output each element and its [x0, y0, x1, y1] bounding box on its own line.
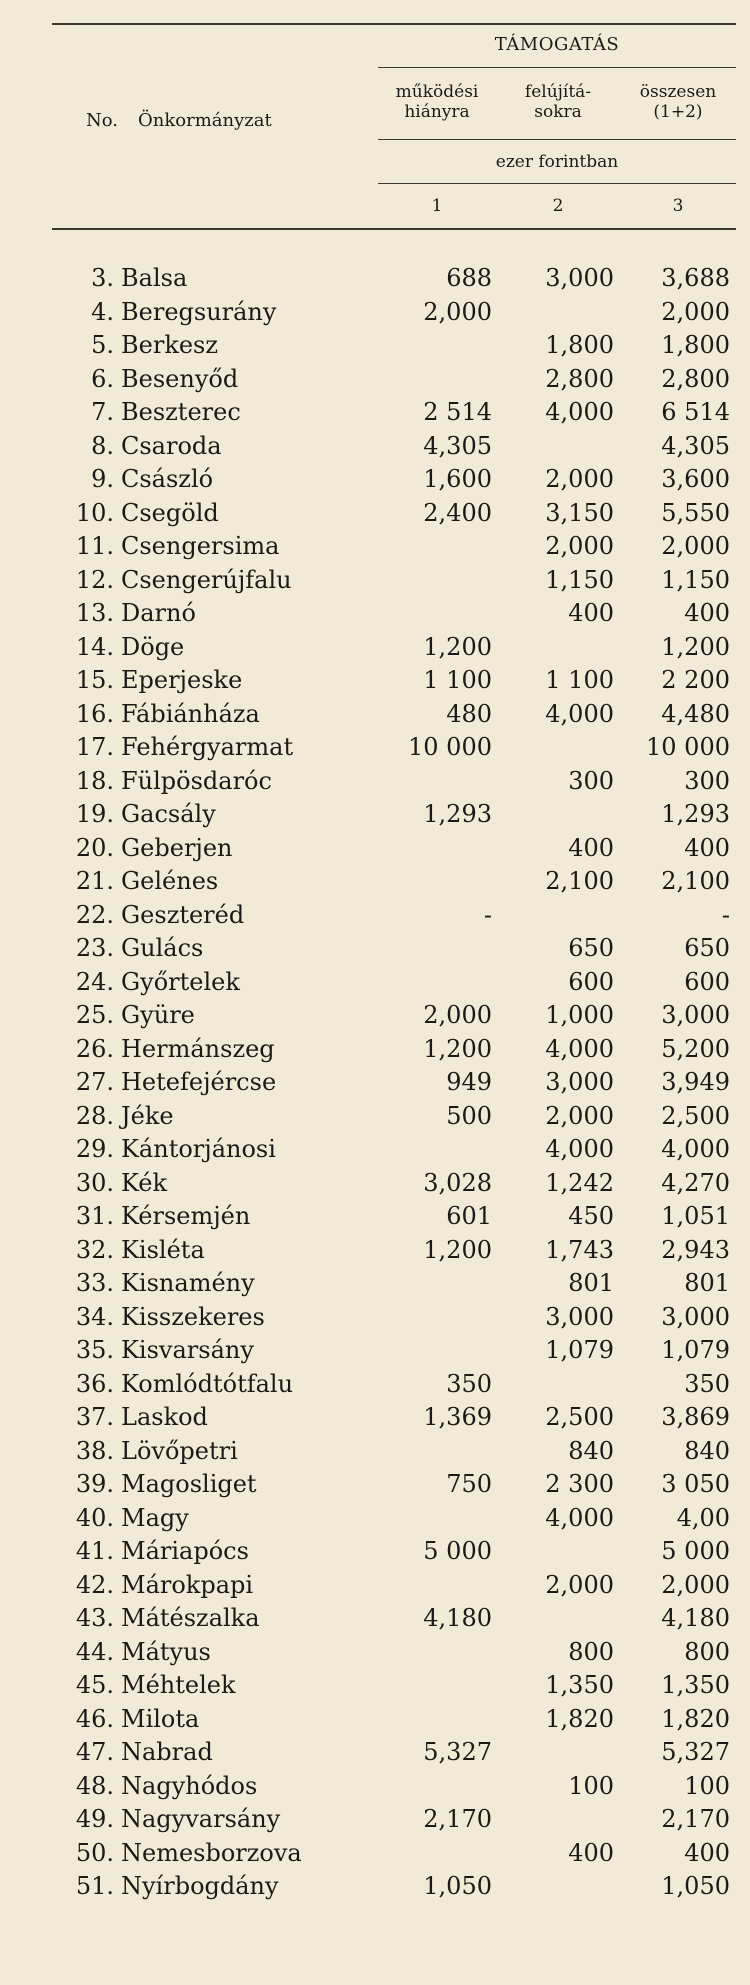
operating-deficit-value: 750 — [446, 1470, 492, 1498]
municipality-name: Magosliget — [121, 1470, 257, 1498]
municipality-name: Győrtelek — [121, 967, 240, 996]
table-row — [0, 1468, 750, 1502]
row-number: 28. — [75, 1101, 114, 1130]
total-value: 800 — [684, 1637, 730, 1666]
col1-heading-line2: hiányra — [404, 102, 470, 122]
table-row — [0, 1301, 750, 1335]
renovation-value: 840 — [568, 1436, 614, 1465]
municipality-name: Kisvarsány — [121, 1336, 254, 1364]
municipality-name: Beregsurány — [121, 297, 277, 326]
operating-deficit-value: 3,028 — [423, 1168, 492, 1197]
operating-deficit-value: 2,000 — [423, 297, 492, 326]
row-number: 42. — [75, 1570, 114, 1599]
row-number: 51. — [75, 1872, 114, 1900]
total-value: 10 000 — [646, 733, 730, 761]
table-row — [0, 999, 750, 1033]
operating-deficit-value: 1,369 — [423, 1403, 492, 1431]
municipality-name: Fülpösdaróc — [121, 766, 272, 795]
column-number-rule — [378, 183, 736, 184]
total-value: 5,550 — [661, 498, 730, 527]
table-row — [0, 396, 750, 430]
table-row — [0, 1435, 750, 1469]
total-value: 100 — [684, 1771, 730, 1800]
municipality-name: Császló — [121, 465, 214, 493]
table-row — [0, 497, 750, 531]
municipality-name: Magy — [121, 1503, 189, 1532]
operating-deficit-value: 949 — [446, 1068, 492, 1096]
row-number: 17. — [75, 733, 114, 761]
municipality-name: Geszteréd — [121, 900, 245, 929]
total-value: 3,869 — [661, 1403, 730, 1431]
municipality-name: Eperjeske — [121, 666, 243, 694]
operating-deficit-value: 1,050 — [423, 1872, 492, 1900]
table-row — [0, 1636, 750, 1670]
column-number-1: 1 — [431, 196, 443, 216]
municipality-name: Kántorjánosi — [121, 1135, 276, 1163]
renovation-value: 100 — [568, 1771, 614, 1800]
operating-deficit-value: 1,200 — [423, 1034, 492, 1063]
renovation-value: 300 — [568, 766, 614, 795]
support-group-heading: TÁMOGATÁS — [494, 34, 620, 55]
table-row — [0, 430, 750, 464]
municipality-name: Mátyus — [121, 1637, 211, 1666]
operating-deficit-value: 1,293 — [423, 800, 492, 828]
total-value: 2,170 — [661, 1805, 730, 1833]
municipality-name: Hermánszeg — [121, 1034, 275, 1063]
operating-deficit-value: 5,327 — [423, 1738, 492, 1766]
total-value: 4,305 — [661, 431, 730, 460]
renovation-value: 2,500 — [545, 1403, 614, 1431]
col3-heading-line2: (1+2) — [653, 102, 703, 122]
municipality-name: Döge — [121, 632, 185, 661]
municipality-name: Fehérgyarmat — [121, 733, 294, 761]
total-value: 3,688 — [661, 264, 730, 292]
operating-deficit-value: 4,180 — [423, 1604, 492, 1632]
table-row — [0, 798, 750, 832]
table-row — [0, 1736, 750, 1770]
total-value: 1,293 — [661, 800, 730, 828]
table-row — [0, 1669, 750, 1703]
row-number: 21. — [75, 867, 114, 895]
total-value: 5,327 — [661, 1738, 730, 1766]
total-value: 2,800 — [661, 364, 730, 393]
renovation-value: 4,000 — [545, 398, 614, 426]
row-number: 50. — [75, 1838, 114, 1867]
table-row — [0, 1033, 750, 1067]
renovation-value: 1,150 — [545, 565, 614, 594]
row-number: 13. — [75, 599, 114, 627]
operating-deficit-value: 2 514 — [423, 398, 492, 426]
total-value: 650 — [684, 934, 730, 962]
operating-deficit-value: 10 000 — [408, 733, 492, 761]
renovation-value: 3,000 — [545, 1068, 614, 1096]
row-number: 7. — [91, 398, 114, 426]
row-number: 4. — [91, 297, 114, 326]
row-number: 31. — [75, 1202, 114, 1230]
total-value: 1,051 — [661, 1202, 730, 1230]
row-number: 25. — [75, 1001, 114, 1029]
municipality-name: Kérsemjén — [121, 1202, 251, 1230]
table-row — [0, 1502, 750, 1536]
municipality-name: Méhtelek — [121, 1671, 236, 1699]
municipality-name: Darnó — [121, 599, 196, 627]
total-value: 3,000 — [661, 1302, 730, 1331]
total-value: 2,000 — [661, 532, 730, 560]
total-value: 5,200 — [661, 1034, 730, 1063]
municipality-name: Milota — [121, 1704, 200, 1733]
total-value: 4,00 — [676, 1503, 730, 1532]
table-row — [0, 731, 750, 765]
row-number: 47. — [75, 1738, 114, 1766]
renovation-value: 3,000 — [545, 1302, 614, 1331]
municipality-name: Fábiánháza — [121, 699, 260, 728]
row-number: 43. — [75, 1604, 114, 1632]
row-number: 41. — [75, 1537, 114, 1565]
table-row — [0, 631, 750, 665]
municipality-name: Máriapócs — [121, 1537, 249, 1565]
municipality-name: Beszterec — [121, 398, 241, 426]
col3-heading — [620, 82, 736, 122]
renovation-value: 4,000 — [545, 1034, 614, 1063]
table-row — [0, 899, 750, 933]
row-number: 35. — [75, 1336, 114, 1364]
renovation-value: 3,150 — [545, 498, 614, 527]
municipality-name: Berkesz — [121, 331, 219, 359]
renovation-value: 1,820 — [545, 1704, 614, 1733]
municipality-name: Kék — [121, 1168, 168, 1197]
operating-deficit-value: 1,200 — [423, 632, 492, 661]
row-number: 15. — [75, 666, 114, 694]
table-row — [0, 1703, 750, 1737]
municipality-name: Nabrad — [121, 1738, 213, 1766]
total-value: 1,079 — [661, 1336, 730, 1364]
row-number: 33. — [75, 1269, 114, 1297]
municipality-name: Csengerújfalu — [121, 565, 292, 594]
top-rule — [52, 23, 736, 25]
total-value: 2,000 — [661, 297, 730, 326]
operating-deficit-value: 2,170 — [423, 1805, 492, 1833]
table-row — [0, 1234, 750, 1268]
row-number: 40. — [75, 1503, 114, 1532]
table-row — [0, 664, 750, 698]
total-value: 1,050 — [661, 1872, 730, 1900]
municipality-name: Kisnamény — [121, 1269, 255, 1297]
municipality-name: Csegöld — [121, 498, 219, 527]
row-number: 45. — [75, 1671, 114, 1699]
renovation-value: 450 — [568, 1202, 614, 1230]
total-value: 1,150 — [661, 565, 730, 594]
operating-deficit-value: 1 100 — [423, 666, 492, 694]
total-value: 5 000 — [661, 1537, 730, 1565]
municipality-name: Nagyvarsány — [121, 1805, 281, 1833]
renovation-value: 400 — [568, 833, 614, 862]
row-number: 48. — [75, 1771, 114, 1800]
table-row — [0, 1803, 750, 1837]
row-number: 34. — [75, 1302, 114, 1331]
total-value: 3,600 — [661, 465, 730, 493]
total-value: 3 050 — [661, 1470, 730, 1498]
renovation-value: 4,000 — [545, 699, 614, 728]
renovation-value: 801 — [568, 1269, 614, 1297]
renovation-value: 1,800 — [545, 331, 614, 359]
row-number: 9. — [91, 465, 114, 493]
renovation-value: 1,350 — [545, 1671, 614, 1699]
col2-heading-line2: sokra — [534, 102, 582, 122]
table-row — [0, 1602, 750, 1636]
table-row — [0, 1569, 750, 1603]
municipality-name: Jéke — [121, 1101, 174, 1130]
total-value: 3,949 — [661, 1068, 730, 1096]
renovation-value: 2,100 — [545, 867, 614, 895]
table-row — [0, 296, 750, 330]
operating-deficit-value: 2,000 — [423, 1001, 492, 1029]
row-number: 38. — [75, 1436, 114, 1465]
municipality-name: Geberjen — [121, 833, 233, 862]
renovation-value: 1 100 — [545, 666, 614, 694]
renovation-value: 3,000 — [545, 264, 614, 292]
row-number: 49. — [75, 1805, 114, 1833]
total-value: 350 — [684, 1369, 730, 1398]
operating-deficit-value: 350 — [446, 1369, 492, 1398]
row-number: 26. — [75, 1034, 114, 1063]
operating-deficit-value: 4,305 — [423, 431, 492, 460]
municipality-name: Komlódtótfalu — [121, 1369, 294, 1398]
total-value: 2,943 — [661, 1235, 730, 1264]
unit-label: ezer forintban — [495, 152, 619, 172]
table-row — [0, 698, 750, 732]
operating-deficit-value: 688 — [446, 264, 492, 292]
municipality-table-body — [0, 262, 750, 1904]
row-number: 24. — [75, 967, 114, 996]
row-number: 5. — [91, 331, 114, 359]
municipality-name: Nyírbogdány — [121, 1872, 279, 1900]
renovation-value: 2,000 — [545, 1101, 614, 1130]
row-number: 12. — [75, 565, 114, 594]
renovation-value: 2,000 — [545, 532, 614, 560]
total-value: 400 — [684, 599, 730, 627]
total-value: 600 — [684, 967, 730, 996]
renovation-value: 4,000 — [545, 1135, 614, 1163]
table-row — [0, 1267, 750, 1301]
renovation-value: 2,000 — [545, 465, 614, 493]
row-number: 19. — [75, 800, 114, 828]
row-number: 32. — [75, 1235, 114, 1264]
row-number: 6. — [91, 364, 114, 393]
renovation-value: 1,000 — [545, 1001, 614, 1029]
municipality-name: Kisléta — [121, 1235, 205, 1264]
total-value: 840 — [684, 1436, 730, 1465]
municipality-name: Gulács — [121, 934, 204, 962]
no-heading: No. — [86, 110, 118, 131]
row-number: 27. — [75, 1068, 114, 1096]
total-value: 6 514 — [661, 398, 730, 426]
row-number: 44. — [75, 1637, 114, 1666]
operating-deficit-value: 500 — [446, 1101, 492, 1130]
total-value: 4,480 — [661, 699, 730, 728]
table-row — [0, 564, 750, 598]
table-row — [0, 1133, 750, 1167]
row-number: 36. — [75, 1369, 114, 1398]
row-number: 20. — [75, 833, 114, 862]
table-row — [0, 765, 750, 799]
municipality-name: Gelénes — [121, 867, 219, 895]
renovation-value: 1,743 — [545, 1235, 614, 1264]
col2-heading — [500, 82, 616, 122]
table-row — [0, 1167, 750, 1201]
total-value: 2,000 — [661, 1570, 730, 1599]
col1-heading-line1: működési — [395, 82, 479, 102]
renovation-value: 800 — [568, 1637, 614, 1666]
total-value: 400 — [684, 1838, 730, 1867]
table-row — [0, 1066, 750, 1100]
row-number: 14. — [75, 632, 114, 661]
municipality-name: Hetefejércse — [121, 1068, 277, 1096]
municipality-heading: Önkormányzat — [138, 110, 272, 131]
operating-deficit-value: - — [483, 900, 492, 929]
row-number: 23. — [75, 934, 114, 962]
municipality-name: Kisszekeres — [121, 1302, 265, 1331]
row-number: 10. — [75, 498, 114, 527]
operating-deficit-value: 2,400 — [423, 498, 492, 527]
operating-deficit-value: 1,200 — [423, 1235, 492, 1264]
table-row — [0, 1870, 750, 1904]
table-row — [0, 1401, 750, 1435]
table-row — [0, 1535, 750, 1569]
municipality-name: Laskod — [121, 1403, 208, 1431]
operating-deficit-value: 601 — [446, 1202, 492, 1230]
group-rule — [378, 67, 736, 68]
total-value: 4,000 — [661, 1135, 730, 1163]
total-value: 801 — [684, 1269, 730, 1297]
table-row — [0, 1100, 750, 1134]
municipality-name: Csaroda — [121, 431, 222, 460]
municipality-name: Gyüre — [121, 1001, 195, 1029]
row-number: 8. — [91, 431, 114, 460]
renovation-value: 2 300 — [545, 1470, 614, 1498]
renovation-value: 2,000 — [545, 1570, 614, 1599]
total-value: 4,180 — [661, 1604, 730, 1632]
municipality-name: Lövőpetri — [121, 1436, 238, 1465]
municipality-name: Balsa — [121, 264, 188, 292]
municipality-name: Nemesborzova — [121, 1838, 302, 1867]
row-number: 30. — [75, 1168, 114, 1197]
total-value: 1,800 — [661, 331, 730, 359]
table-row — [0, 363, 750, 397]
table-row — [0, 1200, 750, 1234]
column-number-2: 2 — [552, 196, 564, 216]
table-row — [0, 530, 750, 564]
row-number: 37. — [75, 1403, 114, 1431]
renovation-value: 1,242 — [545, 1168, 614, 1197]
total-value: 3,000 — [661, 1001, 730, 1029]
row-number: 16. — [75, 699, 114, 728]
table-row — [0, 262, 750, 296]
row-number: 22. — [75, 900, 114, 929]
row-number: 39. — [75, 1470, 114, 1498]
row-number: 29. — [75, 1135, 114, 1163]
renovation-value: 1,079 — [545, 1336, 614, 1364]
total-value: 1,820 — [661, 1704, 730, 1733]
col3-heading-line1: összesen — [639, 82, 717, 102]
row-number: 18. — [75, 766, 114, 795]
table-row — [0, 329, 750, 363]
total-value: 2 200 — [661, 666, 730, 694]
operating-deficit-value: 1,600 — [423, 465, 492, 493]
table-row — [0, 1368, 750, 1402]
table-row — [0, 1837, 750, 1871]
municipality-name: Gacsály — [121, 800, 216, 828]
renovation-value: 600 — [568, 967, 614, 996]
col2-heading-line1: felújítá- — [524, 82, 592, 102]
column-number-3: 3 — [672, 196, 684, 216]
renovation-value: 400 — [568, 599, 614, 627]
total-value: 1,200 — [661, 632, 730, 661]
renovation-value: 650 — [568, 934, 614, 962]
header-bottom-rule — [52, 228, 736, 230]
municipality-name: Mátészalka — [121, 1604, 260, 1632]
table-row — [0, 463, 750, 497]
total-value: 1,350 — [661, 1671, 730, 1699]
total-value: 400 — [684, 833, 730, 862]
municipality-name: Besenyőd — [121, 364, 239, 393]
total-value: 2,100 — [661, 867, 730, 895]
row-number: 11. — [75, 532, 114, 560]
municipality-name: Csengersima — [121, 532, 280, 560]
table-row — [0, 1770, 750, 1804]
table-row — [0, 865, 750, 899]
table-row — [0, 832, 750, 866]
total-value: 2,500 — [661, 1101, 730, 1130]
table-row — [0, 597, 750, 631]
col1-heading — [382, 82, 492, 122]
total-value: 4,270 — [661, 1168, 730, 1197]
unit-rule — [378, 139, 736, 140]
operating-deficit-value: 5 000 — [423, 1537, 492, 1565]
renovation-value: 2,800 — [545, 364, 614, 393]
total-value: 300 — [684, 766, 730, 795]
row-number: 46. — [75, 1704, 114, 1733]
table-row — [0, 966, 750, 1000]
total-value: - — [721, 900, 730, 929]
municipality-name: Nagyhódos — [121, 1771, 258, 1800]
table-row — [0, 1334, 750, 1368]
municipality-name: Márokpapi — [121, 1570, 254, 1599]
renovation-value: 400 — [568, 1838, 614, 1867]
table-row — [0, 932, 750, 966]
operating-deficit-value: 480 — [446, 699, 492, 728]
row-number: 3. — [91, 264, 114, 292]
renovation-value: 4,000 — [545, 1503, 614, 1532]
